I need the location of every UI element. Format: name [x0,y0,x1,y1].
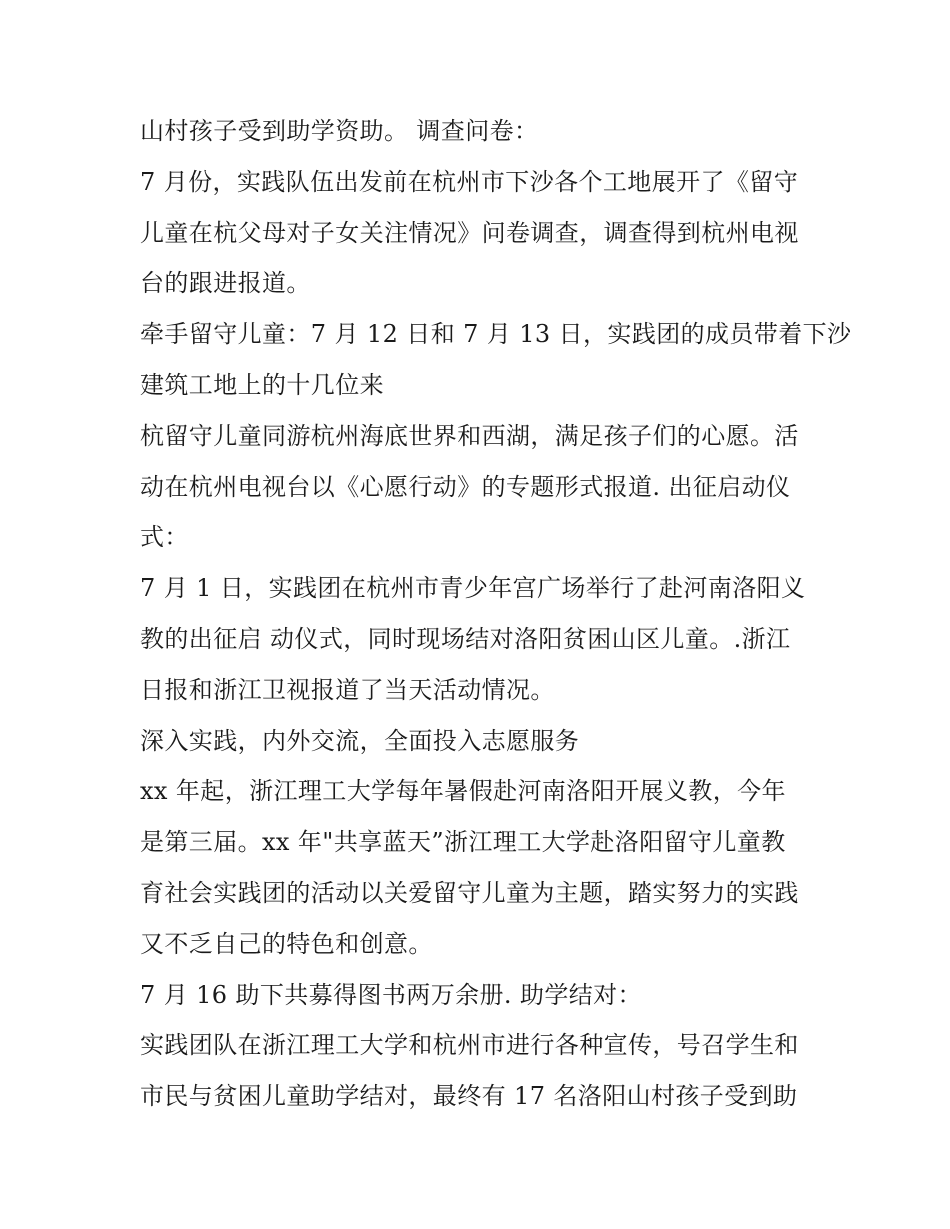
text-line: 市民与贫困儿童助学结对，最终有 17 名洛阳山村孩子受到助 [140,1082,798,1111]
text-line: 儿童在杭父母对子女关注情况》问卷调查，调查得到杭州电视 [140,218,799,247]
text-line: 牵手留守儿童：7 月 12 日和 7 月 13 日，实践团的成员带着下沙 [140,320,852,349]
text-line: 建筑工地上的十几位来 [140,370,384,399]
text-line: xx 年起，浙江理工大学每年暑假赴河南洛阳开展义教，今年 [140,777,786,806]
text-line: 式： [140,523,189,552]
text-line: 7 月 16 助下共募得图书两万余册. 助学结对： [140,980,642,1009]
text-line: 动在杭州电视台以《心愿行动》的专题形式报道. 出征启动仪 [140,472,791,501]
text-line: 日报和浙江卫视报道了当天活动情况。 [140,675,555,704]
text-line: 实践团队在浙江理工大学和杭州市进行各种宣传，号召学生和 [140,1031,799,1060]
document-body [140,112,852,1128]
text-line: 育社会实践团的活动以关爱留守儿童为主题，踏实努力的实践 [140,878,799,907]
text-line: 又不乏自己的特色和创意。 [140,929,433,958]
text-line: 7 月份，实践队伍出发前在杭州市下沙各个工地展开了《留守 [140,167,799,196]
text-line: 杭留守儿童同游杭州海底世界和西湖，满足孩子们的心愿。活 [140,421,799,450]
text-line: 7 月 1 日，实践团在杭州市青少年宫广场举行了赴河南洛阳义 [140,574,806,603]
text-line: 是第三届。xx 年"共享蓝天”浙江理工大学赴洛阳留守儿童教 [140,828,786,857]
text-line: 深入实践，内外交流，全面投入志愿服务 [140,726,580,755]
text-line: 台的跟进报道。 [140,269,311,298]
text-line: 山村孩子受到助学资助。 调查问卷： [140,117,539,145]
text-line: 教的出征启 动仪式，同时现场结对洛阳贫困山区儿童。.浙江 [140,624,791,653]
